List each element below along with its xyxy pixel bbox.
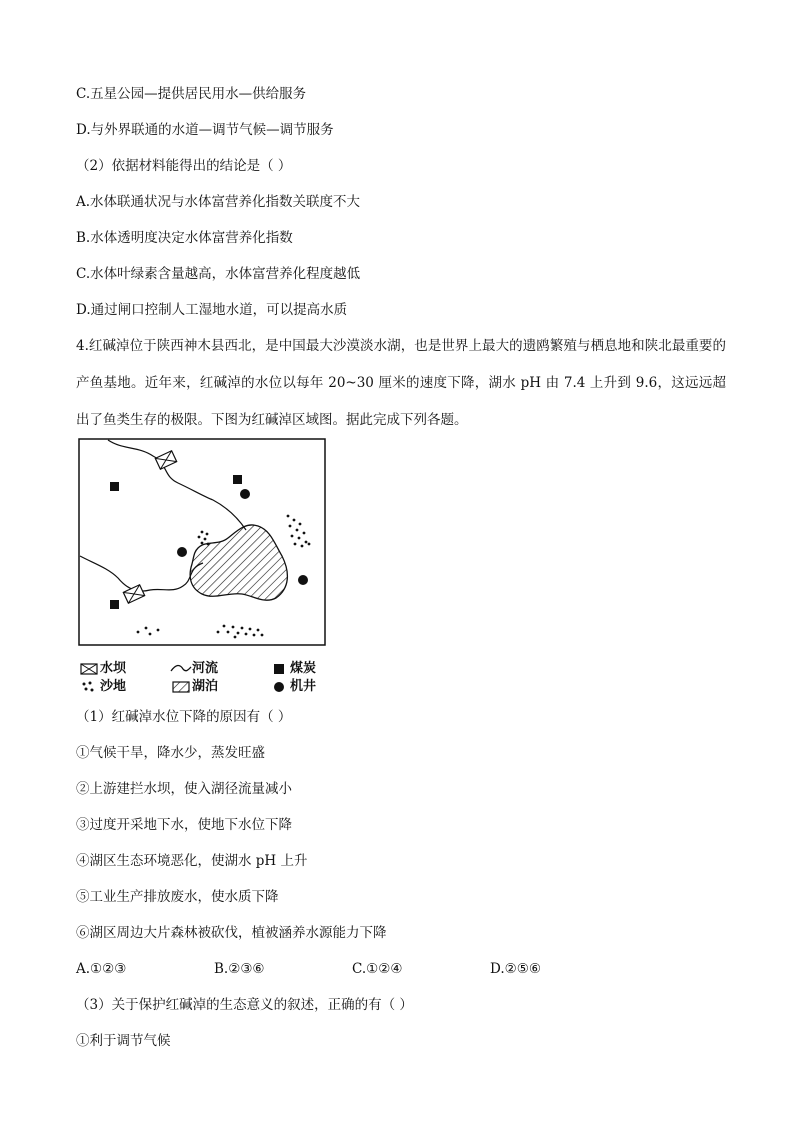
question-2-option-a: A.水体联通状况与水体富营养化指数关联度不大	[76, 194, 361, 210]
answer-option-a: A.①②③	[76, 961, 127, 977]
legend-river	[170, 660, 218, 678]
question-2-option-d: D.通过闸口控制人工湿地水道，可以提高水质	[76, 302, 348, 318]
legend-dam	[78, 660, 126, 678]
statement-6: ⑥湖区周边大片森林被砍伐，植被涵养水源能力下降	[76, 925, 387, 941]
option-d-prev: D.与外界联通的水道—调节气候—调节服务	[76, 122, 334, 138]
sand-icon	[78, 680, 100, 694]
question-4-intro: 4.红碱淖位于陕西神木县西北，是中国最大沙漠淡水湖，也是世界上最大的遗鸥繁殖与栖息地和陕北最重要的产鱼基地。近年来，红碱淖的水位以每年 20~30 厘米的速度下降，湖水 pH 由 7.4 上升到 9.6，这远远超出了鱼类生存的极限。下图为红碱淖区域图。据此完成下列各题。	[76, 338, 726, 428]
statement-2: ②上游建拦水坝，使入湖径流量减小	[76, 781, 292, 797]
statement-3: ③过度开采地下水，使地下水位下降	[76, 817, 292, 833]
coal-icon	[268, 663, 290, 675]
question-2-stem: （2）依据材料能得出的结论是（ ）	[76, 158, 292, 174]
statement-t1: ①利于调节气候	[76, 1033, 171, 1049]
hongjiannao-region-map	[78, 438, 328, 648]
legend-sand	[78, 678, 126, 696]
coal-icon	[110, 600, 119, 609]
answer-option-c: C.①②④	[352, 961, 403, 977]
coal-icon	[233, 475, 242, 484]
question-2-option-c: C.水体叶绿素含量越高，水体富营养化程度越低	[76, 266, 361, 282]
statement-4: ④湖区生态环境恶化，使湖水 pH 上升	[76, 853, 308, 869]
dam-icon	[78, 663, 100, 675]
coal-icon	[110, 482, 119, 491]
question-4-3-stem: （3）关于保护红碱淖的生态意义的叙述，正确的有（ ）	[76, 997, 413, 1013]
legend-lake-label: 湖泊	[192, 679, 219, 694]
legend-coal-label: 煤炭	[290, 661, 317, 676]
well-icon	[177, 547, 187, 557]
well-icon	[268, 681, 290, 693]
legend-coal	[268, 660, 316, 678]
legend-well-label: 机井	[290, 679, 317, 694]
statement-1: ①气候干旱，降水少，蒸发旺盛	[76, 745, 265, 761]
legend-river-label: 河流	[192, 661, 219, 676]
lake-icon	[170, 681, 192, 693]
river-icon	[170, 663, 192, 675]
well-icon	[298, 575, 308, 585]
statement-5: ⑤工业生产排放废水，使水质下降	[76, 889, 279, 905]
question-2-option-b: B.水体透明度决定水体富营养化指数	[76, 230, 293, 246]
legend-sand-label: 沙地	[100, 679, 127, 694]
legend-well	[268, 678, 316, 696]
answer-option-b: B.②③⑥	[214, 961, 265, 977]
option-c-prev: C.五星公园—提供居民用水—供给服务	[76, 86, 307, 102]
legend-lake	[170, 678, 218, 696]
question-4-1-stem: （1）红碱淖水位下降的原因有（ ）	[76, 709, 292, 725]
answer-option-d: D.②⑤⑥	[490, 961, 541, 977]
legend-dam-label: 水坝	[100, 661, 127, 676]
well-icon	[240, 489, 250, 499]
